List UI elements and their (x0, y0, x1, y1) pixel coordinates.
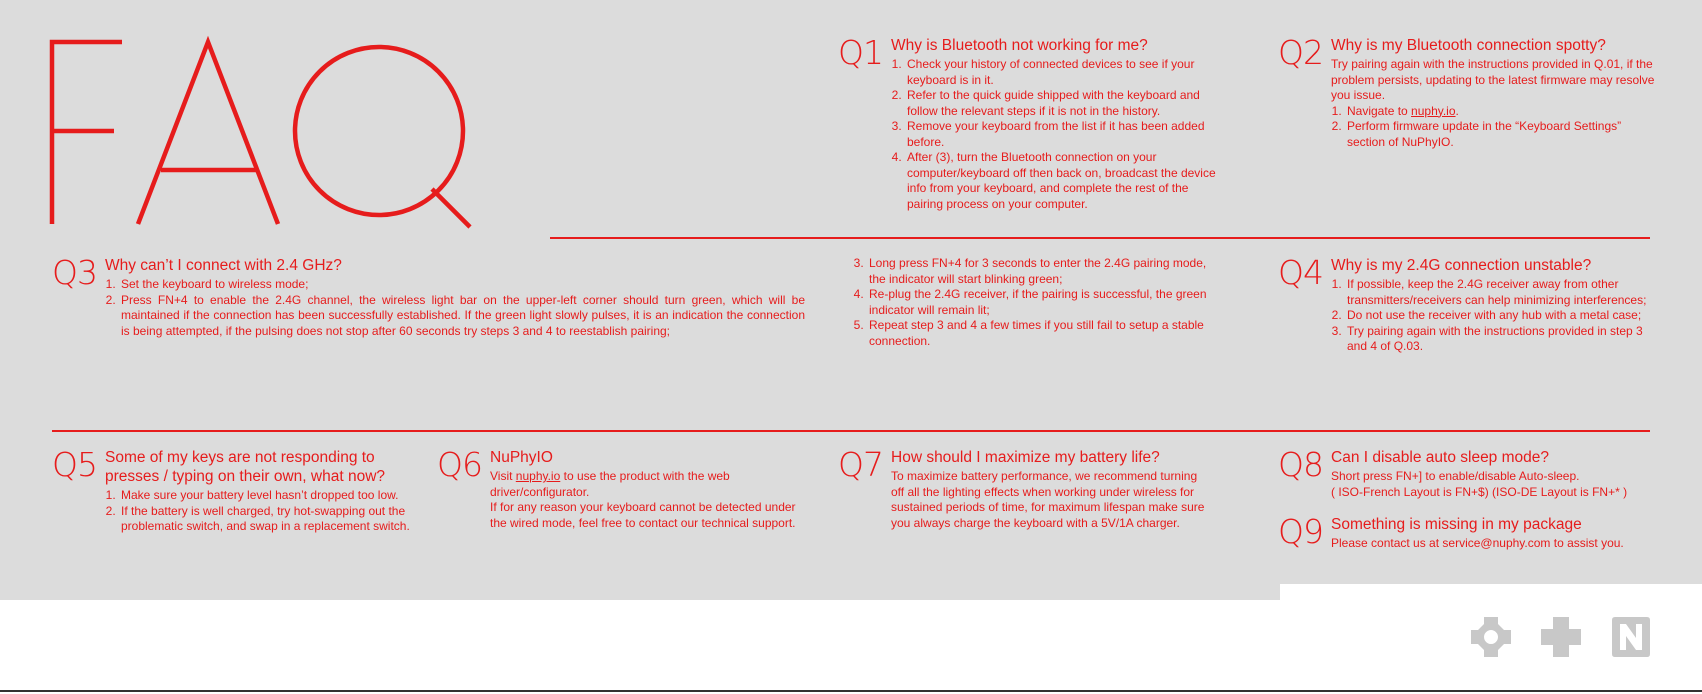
list-item: 3. Remove your keyboard from the list if it has been added before. (905, 119, 1217, 150)
list-item: 3. Long press FN+4 for 3 seconds to enter the 2.4G pairing mode, the indicator will start blinking green; (867, 256, 1223, 287)
list-item: 3. Try pairing again with the instructions provided in step 3 and 4 of Q.03. (1345, 324, 1657, 355)
title-letter-a-legs (138, 42, 278, 224)
q6-paragraph-2: If for any reason your keyboard cannot be detected under the wired mode, feel free to contact our technical support. (490, 500, 796, 530)
q6-paragraph-1 (490, 469, 797, 500)
q2-intro: Try pairing again with the instructions provided in Q.01, if the problem persists, updating to the latest firmware may resolve you issue. (1331, 57, 1655, 102)
list-item: 1. Check your history of connected devices to see if your keyboard is in it. (905, 57, 1217, 88)
gear-logo-icon (1470, 616, 1512, 658)
q5-list (105, 488, 412, 535)
nuphy-io-link[interactable]: nuphy.io (1411, 103, 1456, 118)
nuphy-io-link[interactable]: nuphy.io (515, 469, 561, 483)
q6-title: NuPhyIO (490, 449, 553, 466)
title-letter-q-tail (432, 189, 470, 227)
q1-list (891, 57, 1217, 212)
q6-p1-prefix: Visit (490, 469, 516, 483)
q2-item1-suffix: . (1455, 103, 1459, 118)
q5-number: Q5 (52, 445, 97, 484)
faq-q3-continued (853, 256, 1223, 349)
q9-text: Please contact us at service@nuphy.com to assist you. (1331, 536, 1624, 550)
q7-title: How should I maximize my battery life? (891, 449, 1160, 466)
list-item: 2. Do not use the receiver with any hub with a metal case; (1345, 308, 1657, 324)
q2-list (1331, 104, 1657, 151)
panel-notch (1280, 584, 1702, 600)
q1-title: Why is Bluetooth not working for me? (891, 37, 1148, 54)
q7-number: Q7 (838, 445, 883, 484)
q5-title: Some of my keys are not responding to presses / typing on their own, what now? (105, 449, 386, 485)
list-item (1345, 104, 1657, 120)
plus-logo-icon (1540, 616, 1582, 658)
q8-line-1: Short press FN+] to enable/disable Auto-sleep. (1331, 469, 1580, 483)
list-item: 1. Set the keyboard to wireless mode; (119, 277, 805, 293)
q3-title: Why can’t I connect with 2.4 GHz? (105, 257, 342, 274)
list-item: 2. Perform firmware update in the “Keyboard Settings” section of NuPhyIO. (1345, 119, 1657, 150)
list-item: 1. If possible, keep the 2.4G receiver away from other transmitters/receivers can help minimizing interferences; (1345, 277, 1657, 308)
bottom-border (0, 690, 1702, 692)
q3-list-left (105, 277, 805, 339)
q6-p1-suffix: to use the product with the web driver/configurator. (490, 469, 730, 499)
list-item: 1. Make sure your battery level hasn’t dropped too low. (119, 488, 412, 504)
q2-item1-prefix: Navigate to (1347, 103, 1412, 118)
q2-number: Q2 (1278, 33, 1323, 72)
list-item: 2. Press FN+4 to enable the 2.4G channel, the wireless light bar on the upper-left corner should turn green, which will be maintained if the connection has been successfully established. If the green light slowly pulses, it is an indication the connection is being attempted, if the pulsing does not stop after 60 seconds try steps 3 and 4 to reestablish pairing; (119, 293, 805, 340)
q3-list-right (853, 256, 1223, 349)
page-title-graphic (40, 18, 510, 238)
q4-title: Why is my 2.4G connection unstable? (1331, 257, 1592, 274)
q1-number: Q1 (838, 33, 883, 72)
q9-number: Q9 (1278, 512, 1323, 551)
q8-number: Q8 (1278, 445, 1323, 484)
brand-logos (1470, 616, 1652, 660)
divider-middle (52, 430, 1650, 432)
q7-text: To maximize battery performance, we recommend turning off all the lighting effects when working under wireless for sustained periods of time, for maximum lifespan make sure you always charge the keyboard with a 5V/1A charger. (891, 469, 1205, 530)
q6-number: Q6 (437, 445, 482, 484)
list-item: 5. Repeat step 3 and 4 a few times if you still fail to setup a stable connection. (867, 318, 1223, 349)
list-item: 2. Refer to the quick guide shipped with the keyboard and follow the relevant steps if it is not in the history. (905, 88, 1217, 119)
q2-title: Why is my Bluetooth connection spotty? (1331, 37, 1606, 54)
list-item: 4. Re-plug the 2.4G receiver, if the pairing is successful, the green indicator will remain lit; (867, 287, 1223, 318)
nuphy-n-logo-icon (1610, 616, 1652, 658)
q4-list (1331, 277, 1657, 355)
divider-top (550, 237, 1650, 239)
q3-number: Q3 (52, 253, 97, 292)
list-item: 4. After (3), turn the Bluetooth connection on your computer/keyboard off then back on, broadcast the device info from your keyboard, and complete the rest of the pairing process on your computer. (905, 150, 1217, 212)
q9-title: Something is missing in my package (1331, 516, 1582, 533)
q8-title: Can I disable auto sleep mode? (1331, 449, 1550, 466)
page-title (40, 18, 510, 238)
q4-number: Q4 (1278, 253, 1323, 292)
title-letter-q-bowl (295, 47, 463, 215)
list-item: 2. If the battery is well charged, try hot-swapping out the problematic switch, and swap in a replacement switch. (119, 504, 412, 535)
q8-line-2: ( ISO-French Layout is FN+$) (ISO-DE Layout is FN+* ) (1331, 484, 1628, 499)
